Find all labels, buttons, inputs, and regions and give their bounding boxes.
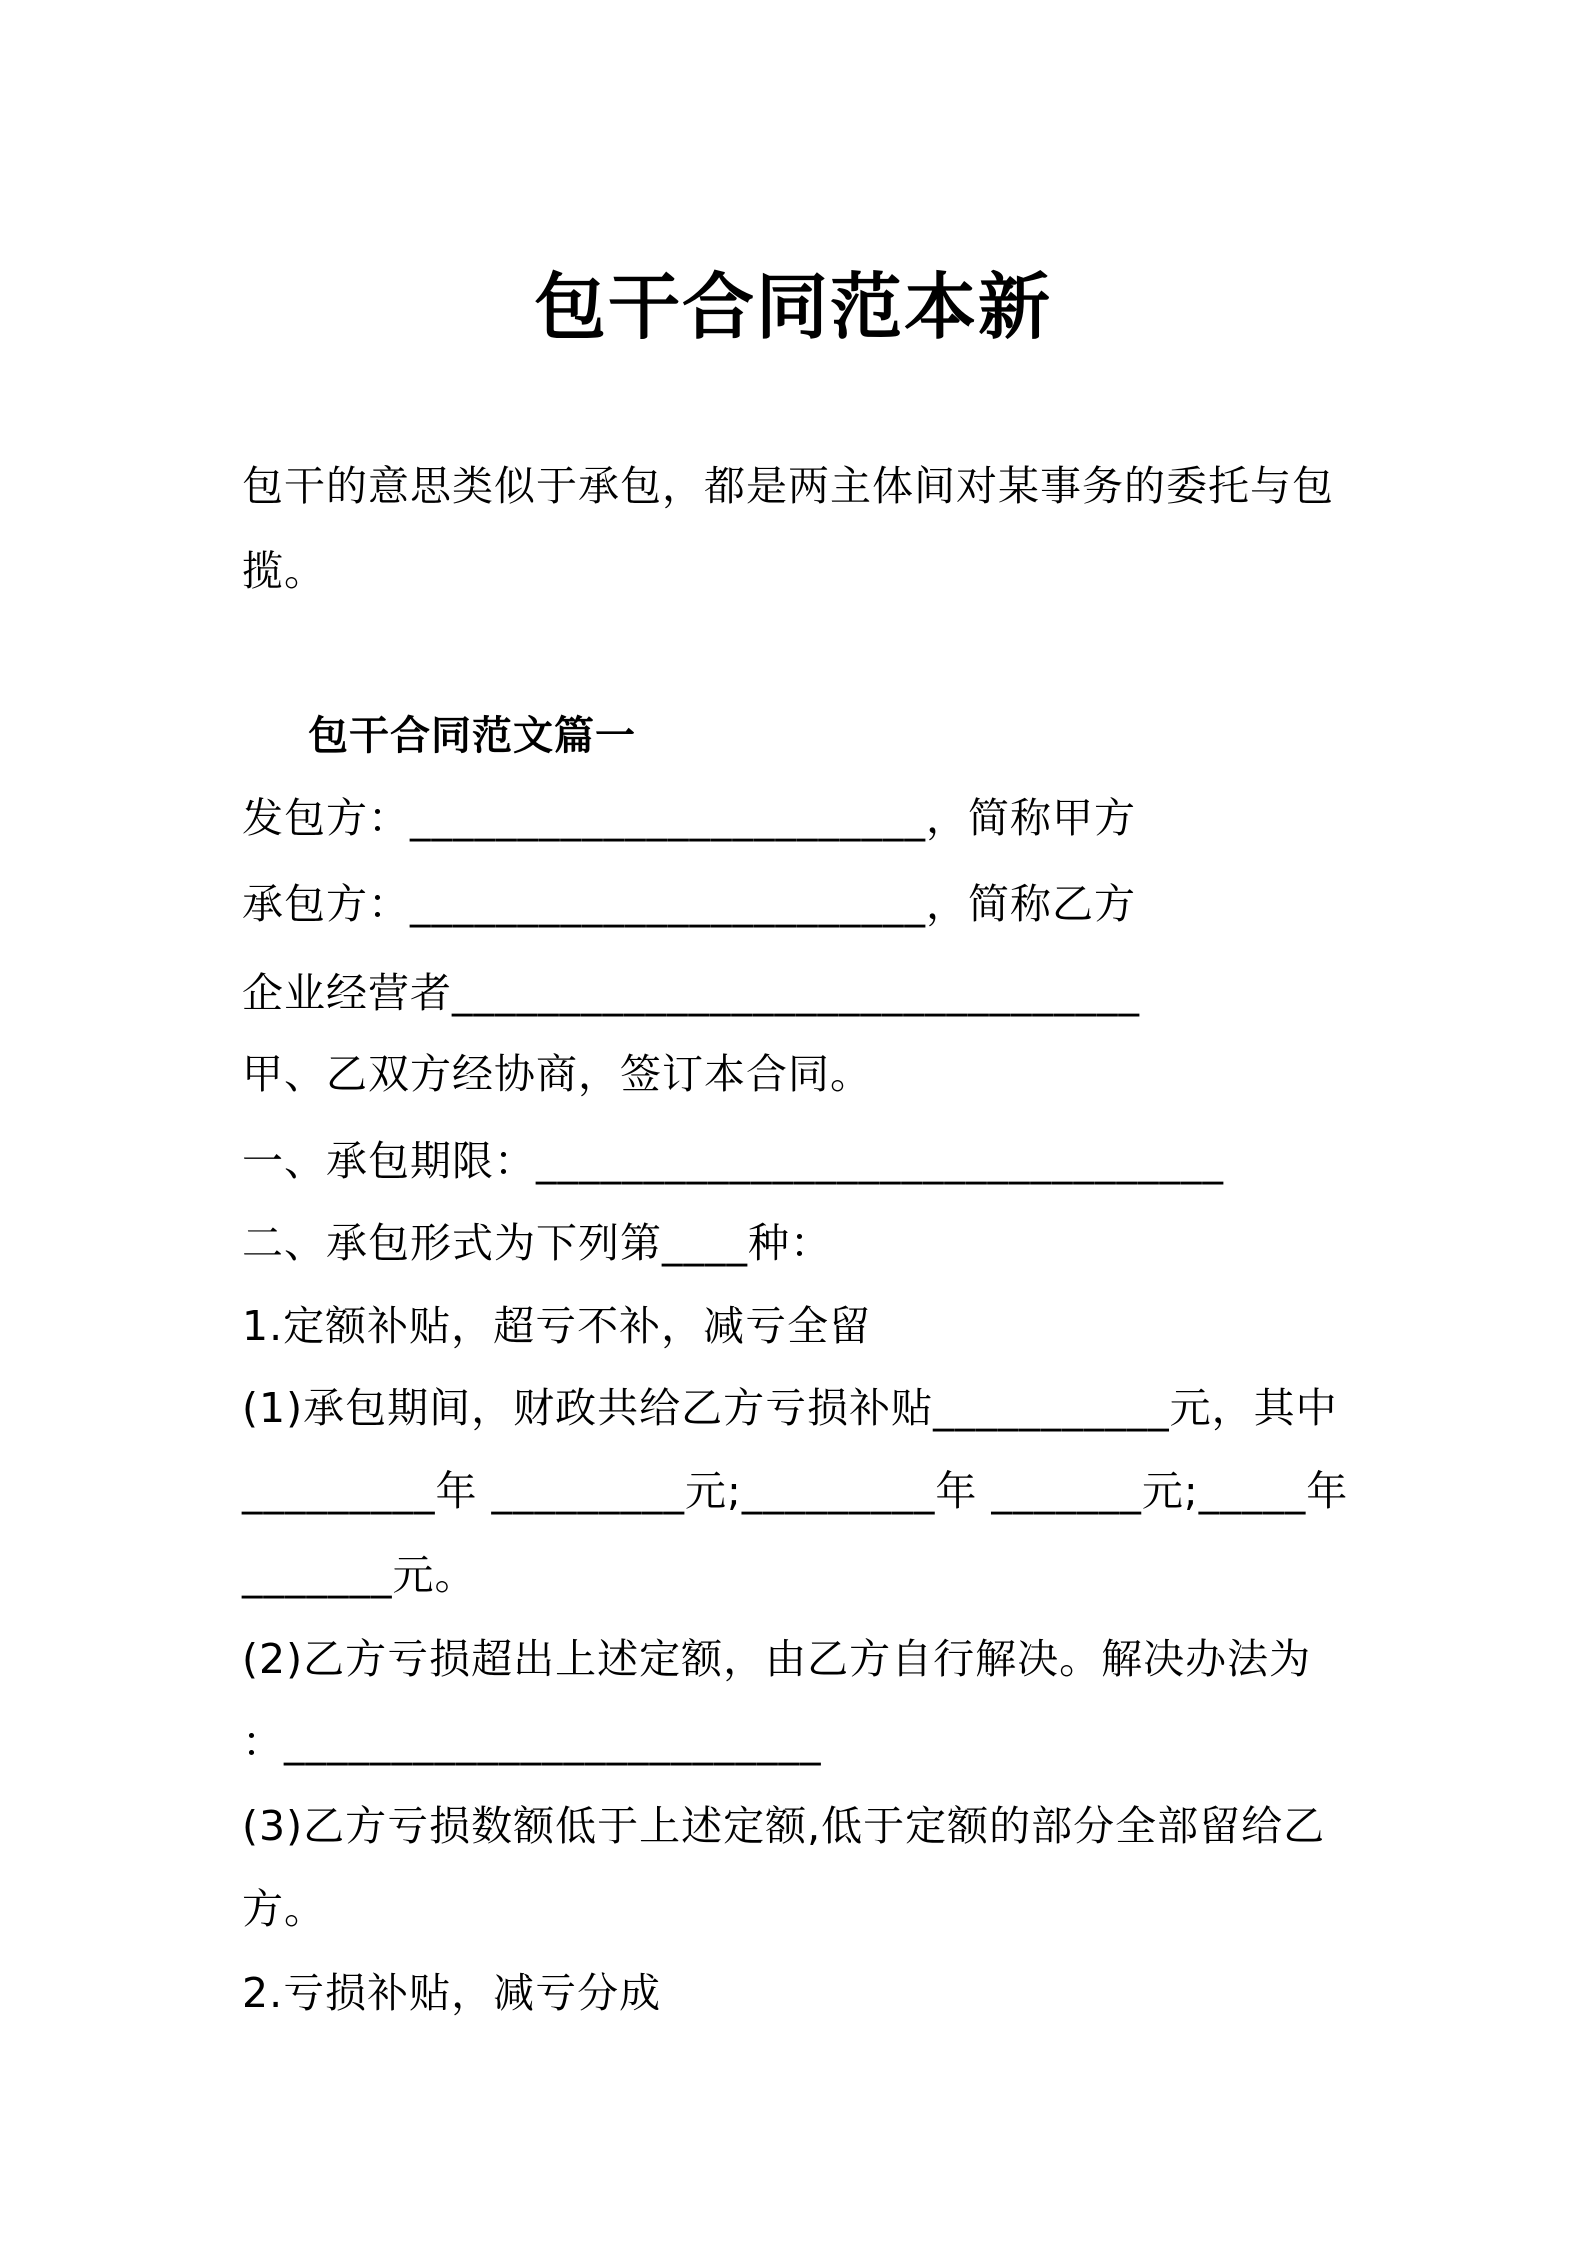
section-heading: 包干合同范文篇一: [308, 713, 636, 759]
operator-line: 企业经营者________________________________: [242, 969, 1140, 1017]
intro-line-2: 揽。: [242, 547, 326, 595]
document-title: 包干合同范本新: [533, 265, 1052, 349]
item-1-3-line: (3)乙方亏损数额低于上述定额,低于定额的部分全部留给乙: [242, 1802, 1326, 1850]
item-1-line: 1.定额补贴，超亏不补，减亏全留: [242, 1302, 872, 1350]
item-1-1-end-line: _______元。: [242, 1551, 477, 1599]
party-b-line: 承包方：________________________，简称乙方: [242, 880, 1136, 928]
form-line: 二、承包形式为下列第____种：: [242, 1219, 832, 1267]
item-2-line: 2.亏损补贴，减亏分成: [242, 1969, 662, 2017]
item-1-3-end-line: 方。: [242, 1885, 326, 1933]
item-1-1-cont-line: _________年 _________元;_________年 _______元;_____年: [242, 1467, 1349, 1515]
term-line: 一、承包期限：________________________________: [242, 1137, 1224, 1185]
party-a-line: 发包方：________________________，简称甲方: [242, 794, 1136, 842]
item-1-2-cont-line: ：_________________________: [242, 1718, 822, 1766]
agreement-line: 甲、乙双方经协商，签订本合同。: [242, 1050, 872, 1098]
intro-line-1: 包干的意思类似于承包，都是两主体间对某事务的委托与包: [242, 462, 1334, 510]
item-1-2-line: (2)乙方亏损超出上述定额，由乙方自行解决。解决办法为: [242, 1635, 1312, 1683]
item-1-1-line: (1)承包期间，财政共给乙方亏损补贴___________元，其中: [242, 1384, 1338, 1432]
